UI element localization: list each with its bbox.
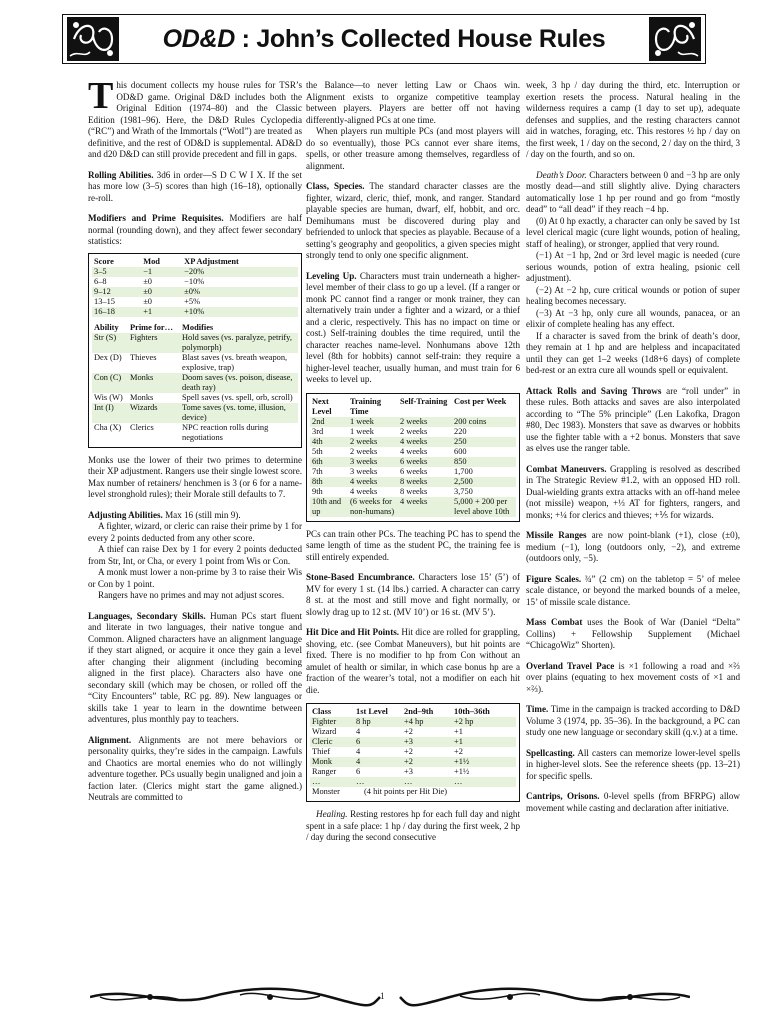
time-paragraph: Time. Time in the campaign is tracked according to D&D Volume 3 (1974, pp. 35–36). In the background, a PC can study one new language or secondary skill (q.v.) at a time. xyxy=(526,704,740,737)
right-ornament-icon xyxy=(648,16,702,62)
table-row: Ranger 6 +3 +1½ xyxy=(312,767,470,776)
table-row: 3rd 1 week 2 weeks 220 xyxy=(312,426,467,436)
adjusting-ranger: Rangers have no primes and may not adjust scores. xyxy=(98,590,285,600)
travel-pace-paragraph: Overland Travel Pace is ×1 following a road and ×⅔ over plains (equating to hex movement costs of ×1 and ×⅔). xyxy=(526,660,740,694)
deaths-door-3: (−3) At −3 hp, only cure all wounds, panacea, or an elixir of complete healing has any effect. xyxy=(526,307,740,329)
table-row: 2nd 1 week 2 weeks 200 coins xyxy=(310,417,516,427)
training-table: Next Level Training Time Self-Training Cost per Week 2nd 1 week 2 weeks 200 coins 3rd 1 week 2 weeks 220 4th 2 weeks 4 weeks 250 5th 2 weeks 4 weeks 600 6th 3 weeks 6 weeks 850 7th 3 weeks 6 weeks 1,700 8th 4 weeks 8 weeks 2,500 9th 4 weeks 8 weeks 3,750 10th and up (6 weeks for non-humans) 4 weeks 5,000 + 200 per level above 10th xyxy=(310,397,516,517)
saved-paragraph: If a character is saved from the brink of death’s door, they remain at 1 hp and are helpless and incapacitated until they can get 1–2 weeks (1d8+6 days) of complete bed-rest or an extra cure all wounds spell or equivalent. xyxy=(526,330,740,375)
page-title: OD&D : John’s Collected House Rules xyxy=(162,24,606,53)
left-ornament-icon xyxy=(66,16,120,62)
deaths-door-2: (−2) At −2 hp, cure critical wounds or potion of super healing becomes necessary. xyxy=(526,284,740,306)
table-row: Wis (W) Monks Spell saves (vs. spell, orb, scroll) xyxy=(94,392,293,402)
drop-cap: T xyxy=(88,75,114,117)
modifiers-paragraph: Modifiers and Prime Requisites. Modifiers are half normal (rounding down), and they affect fewer secondary statistics: xyxy=(88,213,302,246)
page-number: 1 xyxy=(380,991,385,1001)
missile-ranges-paragraph: Missile Ranges are now point-blank (+1), close (±0), medium (−1), long (outdoors only, −2), and extreme (outdoors only, −5). xyxy=(526,530,740,563)
table-row: Con (C) Monks Doom saves (vs. poison, disease, death ray) xyxy=(92,373,298,393)
table-row: 3–5 −1 −20% xyxy=(92,267,298,277)
hp-table: Class 1st Level 2nd–9th 10th–36th Fighter 8 hp +4 hp +2 hp Wizard 4 +2 +1 Cleric 6 +3 +1 Thief 4 +2 +2 Monk 4 +2 +1½ Ranger 6 +3 +1½ … … … … Monster (4 hit points per Hit Die) xyxy=(310,707,516,797)
alignment-paragraph: Alignment. Alignments are not mere behaviors or personality quirks, they’re sides in the campaign. Lawfuls and Chaotics are mortal enemies who do not willingly adventure together. PCs usually begin unaligned and join a faction later. (Clerics might start the game aligned.) Neutrals are committed to xyxy=(88,734,302,802)
hit-dice-paragraph: Hit Dice and Hit Points. Hit dice are rolled for grappling, shoving, etc. (see Combat Maneuvers), but hit points are fixed. There is no modifier to hp from Con without an amulet of health or similar, in which case bonus hp are a fraction of the wearer’s total, not a modifier on each hit die. xyxy=(306,627,520,695)
ability-table: Ability Prime for… Modifies Str (S) Fighters Hold saves (vs. paralyze, petrify, polymorph) Dex (D) Thieves Blast saves (vs. breath weapon, explosive, trap) Con (C) Monks Doom saves (vs. poison, disease, death ray) Wis (W) Monks Spell saves (vs. spell, orb, scroll) Int (I) Wizards Tome saves (vs. tome, illusion, device) Cha (X) Clerics NPC reaction rolls during negotiations xyxy=(92,323,298,443)
table-row: Str (S) Fighters Hold saves (vs. paralyze, petrify, polymorph) xyxy=(92,333,298,353)
table-row: 8th 4 weeks 8 weeks 2,500 xyxy=(310,477,516,487)
column-1 xyxy=(88,75,302,813)
table-row: 4th 2 weeks 4 weeks 250 xyxy=(310,437,516,447)
training-table-box xyxy=(306,393,520,522)
adjusting-monk: A monk must lower a non-prime by 3 to raise their Wis or Con by 1 point. xyxy=(88,567,302,589)
table-row: 6–8 ±0 −10% xyxy=(94,276,205,286)
deaths-door-1: (−1) At −1 hp, 2nd or 3rd level magic is needed (cure serious wounds, potion of extra healing, psionic cell adjustment). xyxy=(526,250,740,283)
encumbrance-paragraph: Stone-Based Encumbrance. Characters lose 15’ (5’) of MV for every 1 st. (14 lbs.) carried. A character can carry 8 st. at the most and still move and fight normally, or slowly drag up to 12 st. (MV 10’) or 16 st. (MV 5’). xyxy=(306,572,520,617)
table-row: Thief 4 +2 +2 xyxy=(312,747,463,756)
deaths-door-paragraph: Death’s Door. Characters between 0 and −3 hp are only mostly dead—and still slightly alive. Dying characters automatically lose 1 hp per round and go from “mostly dead” to “all dead” if they reach −4 hp. xyxy=(526,169,741,214)
healing-continued-paragraph: week, 3 hp / day during the third, etc. Interruption or exertion resets the process. Natural healing in the wilderness requires a camp (1 day to set up), adequate defenses and supplies, and the resting characters cannot aid in watches, foraging, etc. This restores ½ hp / day on the first week, 1 / day on the second, 2 / day on the third, 3 / day on the fourth, and so on. xyxy=(526,80,740,159)
attack-rolls-paragraph: Attack Rolls and Saving Throws are “roll under” in these rules. Both attacks and saves are also interpolated according to “The 5% principle” (Len Lakofka, Dragon #80, Dec 1983). Monsters that save as dwarves or hobbits use the fighter table with a +2 bonus. Monsters that save as elves use the ranger table. xyxy=(526,385,740,453)
table-row: Dex (D) Thieves Blast saves (vs. breath weapon, explosive, trap) xyxy=(94,352,288,372)
score-table: Score Mod XP Adjustment 3–5 −1 −20% 6–8 ±0 −10% 9–12 ±0 ±0% 13–15 ±0 +5% 16–18 +1 +10% xyxy=(92,257,298,317)
cantrips-paragraph: Cantrips, Orisons. 0-level spells (from BFRPG) allow movement while casting and declaration after initiative. xyxy=(526,791,740,813)
figure-scales-paragraph: Figure Scales. ¾” (2 cm) on the tabletop = 5’ of melee scale distance, or beyond the marked bounds of a melee, 15’ of missile scale distance. xyxy=(526,573,740,607)
column-3 xyxy=(526,80,740,823)
column-2 xyxy=(306,80,520,844)
table-row: … … … … xyxy=(310,777,516,787)
title-banner xyxy=(62,14,706,64)
leveling-paragraph: Leveling Up. Characters must train underneath a higher-level member of their class to go up a level. (If a ranger or monk PC cannot find a ranger or monk trainer, they can alternatively train under a fighter and a wizard, or a thief and a cleric, respectively. This has no impact on time or cost.) Self-training doubles the time required, until the character reaches name-level. Nonhumans above 12th level (8th for hobbits) cannot self-train: they require a higher-level teacher, usually human, and must train for 6 weeks to level up. xyxy=(306,270,520,384)
monks-paragraph: Monks use the lower of their two primes to determine their XP adjustment. Rangers use their single lowest score. Max number of retainers/ henchmen is 3 (or 6 for a name-level stronghold rules); their Morale still defaults to 7. xyxy=(88,454,302,499)
table-row: 7th 3 weeks 6 weeks 1,700 xyxy=(312,466,473,476)
table-row: Wizard 4 +2 +1 xyxy=(312,727,463,736)
mass-combat-paragraph: Mass Combat uses the Book of War (Daniel “Delta” Collins) + Fellowship Supplement (Michael “ChicagoWiz” Shorten). xyxy=(526,617,740,650)
table-row: Cleric 6 +3 +1 xyxy=(310,737,516,747)
hp-table-box xyxy=(306,703,520,802)
training-pcs-paragraph: PCs can train other PCs. The teaching PC has to spend the same length of time as the student PC, the training fee is still entirely expended. xyxy=(306,528,520,562)
adjusting-thief: A thief can raise Dex by 1 for every 2 points deducted from Str, Int, or Cha, or every 1 point from Wis or Con. xyxy=(88,544,302,566)
table-row: 10th and up (6 weeks for non-humans) 4 weeks 5,000 + 200 per level above 10th xyxy=(310,497,516,517)
deaths-door-0: (0) At 0 hp exactly, a character can only be saved by 1st level clerical magic (cure light wounds, potion of healing, staff of healing), or stronger, applied that very round. xyxy=(526,215,740,249)
multiple-pcs-paragraph: When players run multiple PCs (and most players will do so eventually), those PCs cannot ever share items, spells, or other treasure among themselves, regardless of alignment. xyxy=(306,126,520,171)
footer-ornament-icon xyxy=(90,986,690,1008)
languages-paragraph: Languages, Secondary Skills. Human PCs start fluent and literate in two languages, their native tongue and Common. Aligned characters have an alignment language if they start aligned, or acquire it once they gain a level after changing their alignment (including becoming aligned in the first place). Characters also have one secondary skill (which may be chosen, or rolled off the “City Encounters” table, RC pg. 89). New languages or skills take 1 year to learn in the downtime between adventures, plus monthly pay to teachers. xyxy=(88,610,302,724)
spellcasting-paragraph: Spellcasting. All casters can memorize lower-level spells in higher-level slots. See the reference sheets (pp. 13–21) for specific spells. xyxy=(526,747,740,781)
table-row: Int (I) Wizards Tome saves (vs. tome, illusion, device) xyxy=(92,403,298,423)
class-paragraph: Class, Species. The standard character classes are the fighter, wizard, cleric, thief, monk, and ranger. Standard playable species are human, dwarf, elf, hobbit, and orc. Demihumans must be discovered during play and befriended to unlock that species as playable. Because of a setting’s geography and geopolitics, a given species might strongly tend to only one specific alignment. xyxy=(306,181,521,260)
adjusting-paragraph: Adjusting Abilities. Max 16 (still min 9). xyxy=(88,509,241,520)
intro-paragraph: This document collects my house rules for TSR’s OD&D game. Original D&D includes both the Original Edition (1974–80) and the Classic Edition (1981–96). Here, the D&D Rules Cyclopedia (“RC”) and Wrath of the Immortals (“WotI”) are treated as definitive, and the rest of OD&D is supplemental. AD&D and d20 D&D can still provide precedent and fill in gaps. xyxy=(88,75,302,159)
balance-paragraph: the Balance—to never letting Law or Chaos win. Alignment exists to organize competitive teamplay between players. Players are better off not having differently-aligned PCs at one time. xyxy=(306,80,520,125)
table-row: 13–15 ±0 +5% xyxy=(94,296,201,306)
table-row: Monster (4 hit points per Hit Die) xyxy=(312,787,448,796)
table-row: 9th 4 weeks 8 weeks 3,750 xyxy=(312,486,473,496)
healing-paragraph: Healing. Resting restores hp for each full day and night spent in a safe place: 1 hp / day during the first week, 2 hp / day during the second consecutive xyxy=(306,809,520,842)
rolling-paragraph: Rolling Abilities. 3d6 in order—S D C W I X. If the set has more low (3–5) scores than high (16–18), optionally re-roll. xyxy=(88,169,302,203)
table-row: Cha (X) Clerics NPC reaction rolls during negotiations xyxy=(94,422,269,442)
table-row: 5th 2 weeks 4 weeks 600 xyxy=(312,446,467,456)
adjusting-fighter: A fighter, wizard, or cleric can raise their prime by 1 for every 2 points deducted from any other score. xyxy=(88,521,302,543)
table-row: 6th 3 weeks 6 weeks 850 xyxy=(310,457,516,467)
table-row: Fighter 8 hp +4 hp +2 hp xyxy=(310,717,516,727)
table-row: Monk 4 +2 +1½ xyxy=(310,757,516,767)
table-row: 9–12 ±0 ±0% xyxy=(92,287,298,297)
table-row: 16–18 +1 +10% xyxy=(92,307,298,317)
ability-tables-box xyxy=(88,253,302,448)
combat-maneuvers-paragraph: Combat Maneuvers. Grappling is resolved as described in The Strategic Review #1.2, with an opposed HD roll. Dual-wielding grants extra attacks with an off-hand melee (not missile) weapon, +⅓ AT for fighters, rangers, and monks; +¼ for clerics and thieves; +⅕ for wizards. xyxy=(526,463,741,520)
